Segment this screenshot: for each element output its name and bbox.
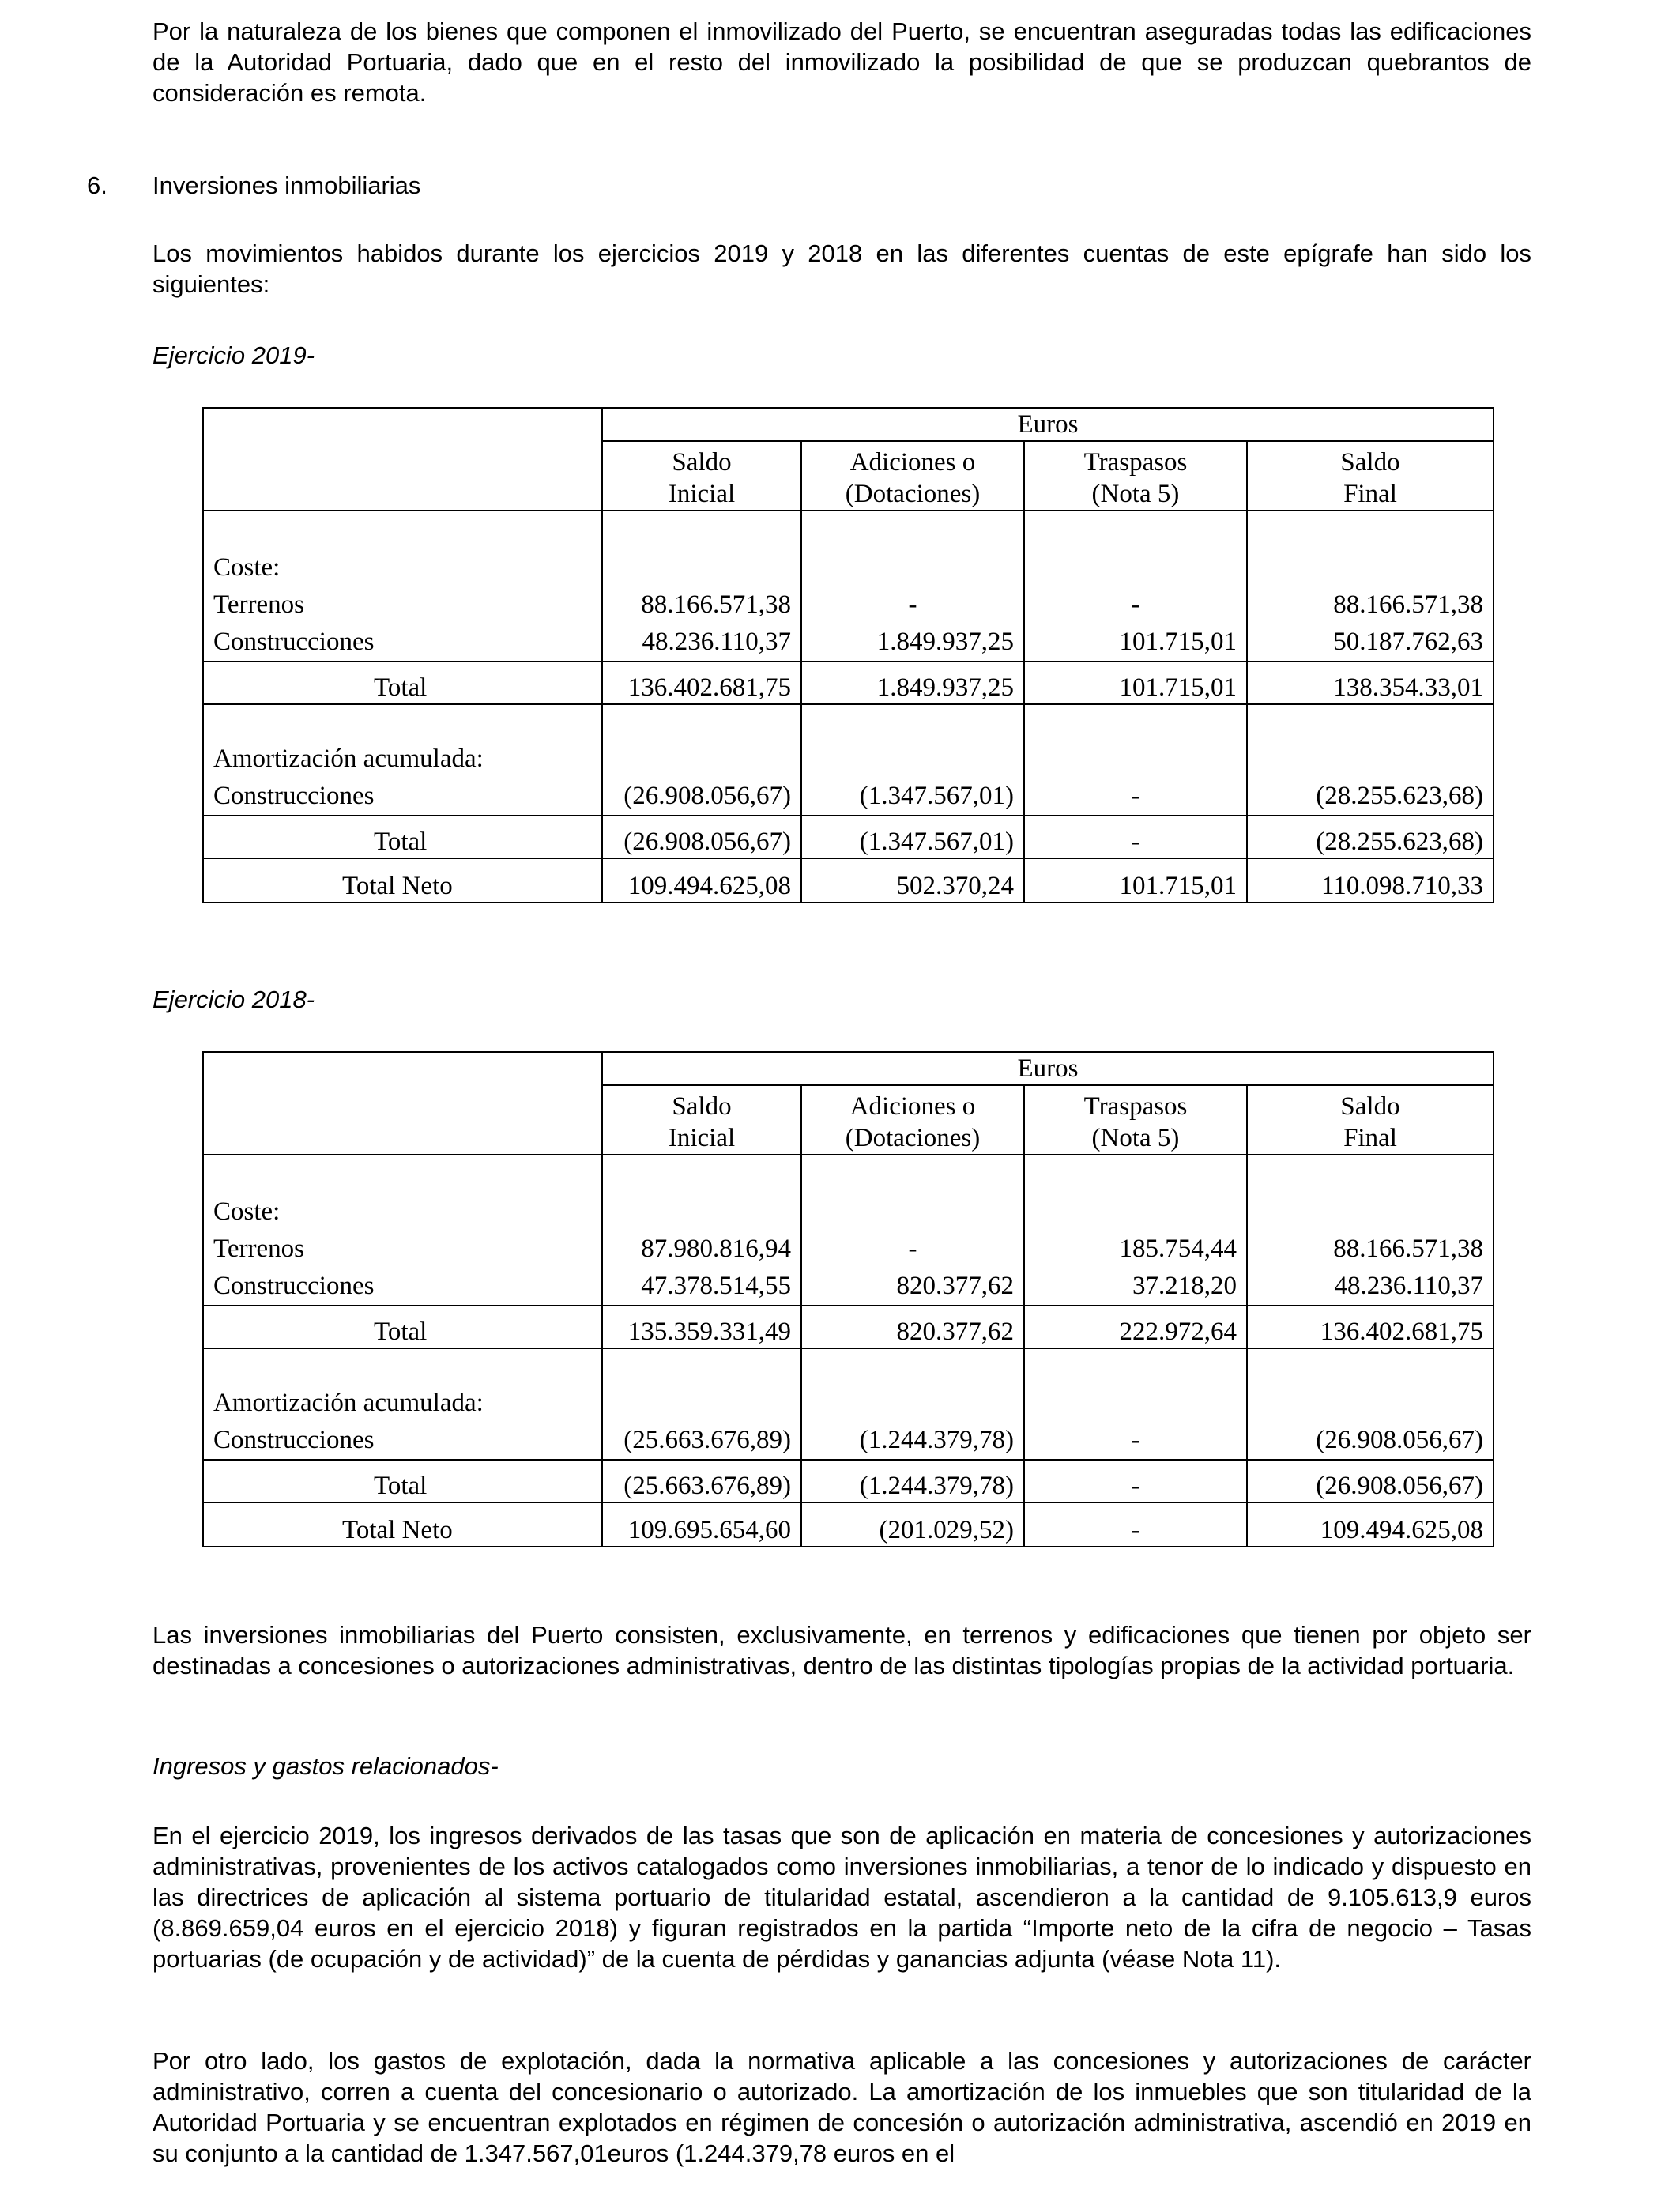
table-row: Total Neto 109.494.625,08 502.370,24 101.715,01 110.098.710,33 — [203, 858, 1494, 903]
col-saldo-final: Saldo Final — [1247, 441, 1494, 511]
table-row: Total (26.908.056,67) (1.347.567,01) - (28.255.623,68) — [203, 816, 1494, 858]
table-row: Coste: Terrenos Construcciones 87.980.816,94 47.378.514,55 - 820.377,62 185.754,44 37.218,20 88.166.571,38 48.236.110,37 — [203, 1155, 1494, 1306]
movements-paragraph: Los movimientos habidos durante los ejercicios 2019 y 2018 en las diferentes cuentas de este epígrafe han sido los siguientes: — [153, 239, 1531, 298]
col-traspasos: Traspasos (Nota 5) — [1024, 441, 1247, 511]
table-row: Amortización acumulada: Construcciones (26.908.056,67) (1.347.567,01) - (28.255.623,68) — [203, 704, 1494, 816]
currency-header: Euros — [602, 1052, 1494, 1085]
inversiones-paragraph: Las inversiones inmobiliarias del Puerto consisten, exclusivamente, en terrenos y edificaciones que tienen por objeto ser destinadas a concesiones o autorizaciones administrativas, dentro de las distintas tipologías propias de la actividad portuaria. — [153, 1621, 1531, 1679]
col-saldo-inicial: Saldo Inicial — [602, 1085, 801, 1155]
coste-labels: Coste: Terrenos Construcciones — [203, 511, 602, 662]
section-number: 6. — [87, 172, 107, 199]
col-adiciones: Adiciones o (Dotaciones) — [801, 1085, 1024, 1155]
coste-labels: Coste: Terrenos Construcciones — [203, 1155, 602, 1306]
ingresos-paragraph: En el ejercicio 2019, los ingresos derivados de las tasas que son de aplicación en materia de concesiones y autorizaciones administrativas, provenientes de los activos catalogados como inversiones inmobiliarias, a tenor de lo indicado y dispuesto en las directrices de aplicación al sistema portuario de titularidad estatal, ascendieron a la cantidad de 9.105.613,9 euros (8.869.659,04 euros en el ejercicio 2018) y figuran registrados en la partida “Importe neto de la cifra de negocio – Tasas portuarias (de ocupación y de actividad)” de la cuenta de pérdidas y ganancias adjunta (véase Nota 11). — [153, 1822, 1531, 1973]
table-row: Total 136.402.681,75 1.849.937,25 101.715,01 138.354.33,01 — [203, 662, 1494, 704]
amortizacion-labels: Amortización acumulada: Construcciones — [203, 704, 602, 816]
caption-2018: Ejercicio 2018- — [153, 986, 315, 1013]
table-row: Total (25.663.676,89) (1.244.379,78) - (26.908.056,67) — [203, 1460, 1494, 1502]
intro-paragraph: Por la naturaleza de los bienes que componen el inmovilizado del Puerto, se encuentran aseguradas todas las edificaciones de la Autoridad Portuaria, dado que en el resto del inmovilizado la posibilidad de que se produzcan quebrantos de consideración es remota. — [153, 17, 1531, 107]
header-blank — [203, 408, 602, 511]
section-title: Inversiones inmobiliarias — [153, 172, 421, 199]
table-row: Coste: Terrenos Construcciones 88.166.571,38 48.236.110,37 - 1.849.937,25 - 101.715,01 88.166.571,38 50.187.762,63 — [203, 511, 1494, 662]
caption-2019: Ejercicio 2019- — [153, 341, 315, 369]
col-adiciones: Adiciones o (Dotaciones) — [801, 441, 1024, 511]
table-row: Total 135.359.331,49 820.377,62 222.972,64 136.402.681,75 — [203, 1306, 1494, 1348]
currency-header: Euros — [602, 408, 1494, 441]
amortizacion-labels: Amortización acumulada: Construcciones — [203, 1348, 602, 1460]
ingresos-heading: Ingresos y gastos relacionados- — [153, 1752, 499, 1780]
gastos-paragraph: Por otro lado, los gastos de explotación, dada la normativa aplicable a las concesiones y autorizaciones de carácter administrativo, corren a cuenta del concesionario o autorizado. La amortización de los inmuebles que son titularidad de la Autoridad Portuaria y se encuentran explotados en régimen de concesión o autorización administrativa, ascendió en 2019 en su conjunto a la cantidad de 1.347.567,01euros (1.244.379,78 euros en el — [153, 2047, 1531, 2167]
table-row: Total Neto 109.695.654,60 (201.029,52) - 109.494.625,08 — [203, 1502, 1494, 1547]
table-row: Amortización acumulada: Construcciones (25.663.676,89) (1.244.379,78) - (26.908.056,67) — [203, 1348, 1494, 1460]
col-saldo-final: Saldo Final — [1247, 1085, 1494, 1155]
header-blank — [203, 1052, 602, 1155]
col-saldo-inicial: Saldo Inicial — [602, 441, 801, 511]
col-traspasos: Traspasos (Nota 5) — [1024, 1085, 1247, 1155]
table-2019 — [202, 407, 1494, 903]
table-2018 — [202, 1051, 1494, 1547]
